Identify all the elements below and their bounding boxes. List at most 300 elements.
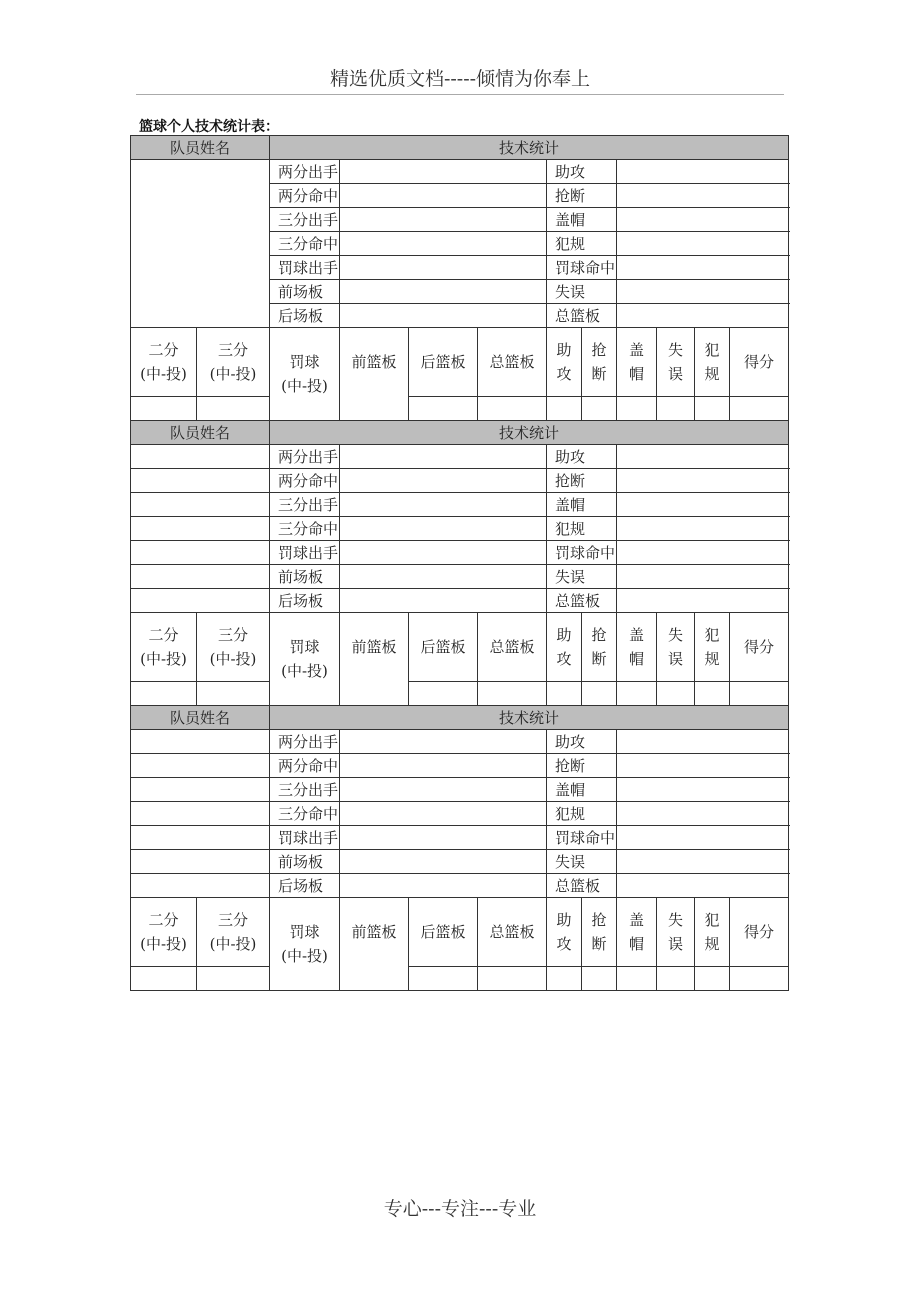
free-throw-header-line1: 罚球: [289, 353, 320, 371]
three-point-header-line2: (中-投): [209, 935, 257, 953]
document-title: 篮球个人技术统计表：: [139, 119, 279, 135]
stat-value-right: [617, 184, 789, 208]
stat-label-left: [270, 493, 340, 517]
stat-value-right: [617, 469, 789, 493]
turnover-header-line1: 失: [668, 626, 684, 644]
foul-header: [695, 328, 730, 397]
foul-value: [695, 682, 730, 706]
stat-label-left-label: 两分命中: [278, 186, 339, 205]
assist-header-line1: 助: [556, 626, 572, 644]
off-rebound-header: [340, 613, 409, 706]
turnover-header: [657, 613, 695, 682]
steal-header: [582, 613, 617, 682]
stat-label-right-label: 盖帽: [555, 210, 586, 229]
stat-label-left-label: 三分命中: [278, 519, 339, 538]
stat-label-left-label: 三分命中: [278, 234, 339, 253]
two-point-header-line1: 二分: [148, 911, 179, 929]
stat-label-right: [547, 184, 617, 208]
stat-value-left: [340, 445, 547, 469]
block-header: [617, 613, 657, 682]
stat-label-left-label: 后场板: [278, 306, 324, 325]
stat-label-right-label: 犯规: [555, 234, 586, 253]
stat-value-left: [340, 826, 547, 850]
stat-row: [131, 541, 789, 565]
stat-label-right-label: 盖帽: [555, 780, 586, 799]
stat-row: [131, 565, 789, 589]
player-name-cell: [131, 802, 270, 826]
player-name-cell: [131, 778, 270, 802]
tech-stats-header-label: 技术统计: [499, 138, 560, 157]
table-header-row: [131, 421, 789, 445]
stat-label-left-label: 前场板: [278, 282, 324, 301]
free-throw-header-line2: (中-投): [281, 377, 328, 395]
stat-label-left-label: 三分命中: [278, 804, 339, 823]
free-throw-header-line2: (中-投): [281, 662, 328, 680]
stat-label-left: [270, 304, 340, 328]
two-point-header: [131, 328, 197, 397]
page-footer: 专心---专注---专业: [383, 1198, 537, 1220]
stat-value-right: [617, 493, 789, 517]
stat-row: [131, 445, 789, 469]
player-name-header: [131, 706, 270, 730]
foul-value: [695, 397, 730, 421]
total-rebound-header-label: 总篮板: [489, 353, 535, 371]
stat-label-left-label: 两分出手: [278, 732, 339, 751]
stat-value-right: [617, 208, 789, 232]
block-value: [617, 967, 657, 991]
stat-value-right: [617, 589, 789, 613]
two-point-header-line2: (中-投): [140, 935, 187, 953]
free-throw-header-line1: 罚球: [289, 923, 320, 941]
player-stat-table: [130, 705, 789, 991]
block-header-line2: 帽: [629, 935, 645, 953]
points-header-label: 得分: [744, 353, 775, 371]
player-name-cell: [131, 850, 270, 874]
summary-value-row: [131, 967, 789, 991]
player-name-header-label: 队员姓名: [170, 138, 231, 157]
block-header-line1: 盖: [629, 626, 645, 644]
player-name-cell: [131, 469, 270, 493]
stat-label-right: [547, 565, 617, 589]
three-point-header-line2: (中-投): [209, 365, 257, 383]
steal-header-line1: 抢: [591, 341, 607, 359]
stat-row: [131, 826, 789, 850]
tech-stats-header-label: 技术统计: [499, 708, 560, 727]
stat-label-right: [547, 589, 617, 613]
stat-label-left: [270, 208, 340, 232]
stat-label-right: [547, 802, 617, 826]
off-rebound-label: 前篮板: [351, 923, 397, 941]
stat-label-right-label: 抢断: [555, 186, 586, 205]
points-header-label: 得分: [744, 923, 775, 941]
stat-value-right: [617, 280, 789, 304]
player-name-cell: [131, 517, 270, 541]
stat-label-left-label: 两分命中: [278, 756, 339, 775]
points-value: [730, 397, 789, 421]
stat-label-left-label: 后场板: [278, 591, 324, 610]
stat-label-left-label: 罚球出手: [278, 543, 339, 562]
assist-header: [547, 328, 582, 397]
player-name-cell: [131, 493, 270, 517]
tech-stats-header: [270, 136, 789, 160]
stat-value-left: [340, 493, 547, 517]
total-rebound-value: [478, 397, 547, 421]
stat-label-right: [547, 517, 617, 541]
stat-value-right: [617, 802, 789, 826]
points-value: [730, 967, 789, 991]
player-name-cell: [131, 160, 270, 328]
stat-label-right: [547, 232, 617, 256]
stat-label-right-label: 罚球命中: [555, 828, 616, 847]
stat-label-left-label: 罚球出手: [278, 828, 339, 847]
stat-value-left: [340, 469, 547, 493]
two-point-value: [131, 397, 197, 421]
stat-value-right: [617, 541, 789, 565]
stat-label-left-label: 三分出手: [278, 210, 339, 229]
stat-label-right-label: 盖帽: [555, 495, 586, 514]
block-value: [617, 682, 657, 706]
stat-label-right: [547, 304, 617, 328]
stat-label-right-label: 罚球命中: [555, 258, 616, 277]
assist-header: [547, 613, 582, 682]
two-point-header-line2: (中-投): [140, 650, 187, 668]
stat-label-left: [270, 256, 340, 280]
steal-header-line1: 抢: [591, 911, 607, 929]
assist-header: [547, 898, 582, 967]
three-point-header-line1: 三分: [218, 626, 249, 644]
stat-value-right: [617, 754, 789, 778]
stat-label-right: [547, 445, 617, 469]
stat-label-right-label: 助攻: [555, 447, 586, 466]
stat-row: [131, 469, 789, 493]
total-rebound-value: [478, 682, 547, 706]
turnover-header: [657, 898, 695, 967]
stat-row: [131, 874, 789, 898]
stat-label-right: [547, 280, 617, 304]
player-name-cell: [131, 754, 270, 778]
stat-value-right: [617, 730, 789, 754]
player-name-header: [131, 421, 270, 445]
stat-label-left: [270, 445, 340, 469]
stat-value-left: [340, 850, 547, 874]
block-header-line1: 盖: [629, 911, 645, 929]
stat-label-right-label: 助攻: [555, 162, 586, 181]
stat-label-right-label: 抢断: [555, 471, 586, 490]
def-rebound-value: [409, 682, 478, 706]
player-name-header: [131, 136, 270, 160]
def-rebound-value: [409, 397, 478, 421]
three-point-header: [197, 328, 270, 397]
steal-header: [582, 898, 617, 967]
stat-value-left: [340, 160, 547, 184]
stat-label-right: [547, 541, 617, 565]
stat-value-right: [617, 778, 789, 802]
summary-header-row: [131, 328, 789, 397]
foul-header: [695, 613, 730, 682]
three-point-value: [197, 397, 270, 421]
stat-row: [131, 754, 789, 778]
def-rebound-header: [409, 328, 478, 397]
assist-header-line2: 攻: [556, 650, 572, 668]
total-rebound-header-label: 总篮板: [489, 923, 535, 941]
stat-row: [131, 730, 789, 754]
points-value: [730, 682, 789, 706]
stat-label-left: [270, 730, 340, 754]
stat-label-left-label: 前场板: [278, 852, 324, 871]
def-rebound-header: [409, 898, 478, 967]
stat-label-right: [547, 850, 617, 874]
player-name-cell: [131, 541, 270, 565]
stat-value-left: [340, 517, 547, 541]
turnover-value: [657, 397, 695, 421]
stat-label-left: [270, 541, 340, 565]
stat-label-left-label: 后场板: [278, 876, 324, 895]
stat-value-right: [617, 160, 789, 184]
steal-value: [582, 397, 617, 421]
turnover-header-line2: 误: [668, 365, 684, 383]
player-name-cell: [131, 565, 270, 589]
player-name-cell: [131, 589, 270, 613]
stat-value-right: [617, 304, 789, 328]
stat-label-right-label: 助攻: [555, 732, 586, 751]
stat-row: [131, 802, 789, 826]
free-throw-header: [270, 613, 340, 706]
stat-value-left: [340, 754, 547, 778]
total-rebound-header: [478, 613, 547, 682]
three-point-value: [197, 967, 270, 991]
player-name-cell: [131, 445, 270, 469]
stat-row: [131, 517, 789, 541]
stat-value-left: [340, 589, 547, 613]
stat-label-right: [547, 778, 617, 802]
stat-value-left: [340, 874, 547, 898]
off-rebound-header: [340, 898, 409, 991]
assist-header-line2: 攻: [556, 365, 572, 383]
stat-value-left: [340, 730, 547, 754]
off-rebound-label: 前篮板: [351, 353, 397, 371]
stat-label-left-label: 三分出手: [278, 495, 339, 514]
stat-value-right: [617, 232, 789, 256]
stat-label-left: [270, 826, 340, 850]
turnover-header-line1: 失: [668, 341, 684, 359]
stat-label-right: [547, 754, 617, 778]
stat-value-right: [617, 826, 789, 850]
foul-header-line1: 犯: [704, 341, 720, 359]
stat-value-left: [340, 541, 547, 565]
off-rebound-header: [340, 328, 409, 421]
assist-value: [547, 967, 582, 991]
stat-tables: [130, 135, 790, 991]
two-point-value: [131, 967, 197, 991]
tech-stats-header: [270, 706, 789, 730]
player-name-cell: [131, 874, 270, 898]
stat-label-left: [270, 850, 340, 874]
stat-label-left-label: 前场板: [278, 567, 324, 586]
stat-value-left: [340, 232, 547, 256]
foul-header-line2: 规: [704, 935, 720, 953]
def-rebound-value: [409, 967, 478, 991]
three-point-header: [197, 613, 270, 682]
steal-header-line2: 断: [591, 650, 607, 668]
stat-value-right: [617, 850, 789, 874]
stat-value-left: [340, 280, 547, 304]
stat-value-left: [340, 208, 547, 232]
stat-value-right: [617, 256, 789, 280]
block-header-line2: 帽: [629, 650, 645, 668]
steal-header-line1: 抢: [591, 626, 607, 644]
stat-label-right-label: 罚球命中: [555, 543, 616, 562]
assist-value: [547, 397, 582, 421]
stat-label-right: [547, 160, 617, 184]
stat-value-left: [340, 184, 547, 208]
assist-header-line1: 助: [556, 911, 572, 929]
foul-header: [695, 898, 730, 967]
stat-row: [131, 778, 789, 802]
stat-value-right: [617, 874, 789, 898]
player-stat-table: [130, 420, 789, 706]
stat-value-left: [340, 565, 547, 589]
points-header-label: 得分: [744, 638, 775, 656]
player-stat-table: [130, 135, 789, 421]
turnover-value: [657, 967, 695, 991]
stat-label-right-label: 犯规: [555, 804, 586, 823]
summary-value-row: [131, 397, 789, 421]
stat-label-right-label: 失误: [555, 282, 586, 301]
points-header: [730, 613, 789, 682]
steal-header-line2: 断: [591, 935, 607, 953]
stat-value-right: [617, 517, 789, 541]
stat-label-right: [547, 469, 617, 493]
steal-header: [582, 328, 617, 397]
player-name-header-label: 队员姓名: [170, 423, 231, 442]
tech-stats-header-label: 技术统计: [499, 423, 560, 442]
block-header: [617, 898, 657, 967]
stat-label-left: [270, 280, 340, 304]
stat-label-left: [270, 754, 340, 778]
total-rebound-value: [478, 967, 547, 991]
steal-header-line2: 断: [591, 365, 607, 383]
free-throw-header-line1: 罚球: [289, 638, 320, 656]
three-point-header-line1: 三分: [218, 341, 249, 359]
stat-value-right: [617, 445, 789, 469]
free-throw-header: [270, 328, 340, 421]
two-point-header: [131, 898, 197, 967]
summary-header-row: [131, 613, 789, 682]
stat-label-right: [547, 730, 617, 754]
three-point-header-line2: (中-投): [209, 650, 257, 668]
table-header-row: [131, 706, 789, 730]
two-point-header-line1: 二分: [148, 626, 179, 644]
stat-label-left: [270, 184, 340, 208]
free-throw-header-line2: (中-投): [281, 947, 328, 965]
stat-label-left-label: 两分出手: [278, 162, 339, 181]
stat-value-left: [340, 802, 547, 826]
assist-value: [547, 682, 582, 706]
stat-value-left: [340, 778, 547, 802]
stat-label-left: [270, 589, 340, 613]
foul-value: [695, 967, 730, 991]
stat-label-left: [270, 565, 340, 589]
block-header: [617, 328, 657, 397]
steal-value: [582, 967, 617, 991]
stat-label-right-label: 失误: [555, 852, 586, 871]
block-value: [617, 397, 657, 421]
steal-value: [582, 682, 617, 706]
stat-row: [131, 850, 789, 874]
stat-label-left: [270, 874, 340, 898]
turnover-header-line2: 误: [668, 935, 684, 953]
stat-label-right: [547, 208, 617, 232]
points-header: [730, 328, 789, 397]
def-rebound-header-label: 后篮板: [420, 638, 466, 656]
stat-value-right: [617, 565, 789, 589]
stat-value-left: [340, 304, 547, 328]
assist-header-line2: 攻: [556, 935, 572, 953]
stat-label-left: [270, 232, 340, 256]
points-header: [730, 898, 789, 967]
free-throw-header: [270, 898, 340, 991]
stat-label-right: [547, 256, 617, 280]
stat-label-right: [547, 826, 617, 850]
three-point-header: [197, 898, 270, 967]
foul-header-line2: 规: [704, 365, 720, 383]
stat-row: [131, 493, 789, 517]
assist-header-line1: 助: [556, 341, 572, 359]
stat-label-left-label: 两分出手: [278, 447, 339, 466]
stat-label-left: [270, 160, 340, 184]
turnover-value: [657, 682, 695, 706]
three-point-value: [197, 682, 270, 706]
total-rebound-header: [478, 328, 547, 397]
def-rebound-header-label: 后篮板: [420, 923, 466, 941]
stat-label-left-label: 三分出手: [278, 780, 339, 799]
foul-header-line1: 犯: [704, 626, 720, 644]
def-rebound-header-label: 后篮板: [420, 353, 466, 371]
foul-header-line1: 犯: [704, 911, 720, 929]
def-rebound-header: [409, 613, 478, 682]
stat-label-right-label: 犯规: [555, 519, 586, 538]
two-point-value: [131, 682, 197, 706]
stat-label-left-label: 两分命中: [278, 471, 339, 490]
summary-value-row: [131, 682, 789, 706]
stat-label-right: [547, 493, 617, 517]
stat-value-left: [340, 256, 547, 280]
page-header: 精选优质文档-----倾情为你奉上: [329, 68, 591, 90]
stat-label-left: [270, 778, 340, 802]
stat-label-right-label: 总篮板: [555, 306, 601, 325]
tech-stats-header: [270, 421, 789, 445]
stat-row: [131, 160, 789, 184]
player-name-header-label: 队员姓名: [170, 708, 231, 727]
two-point-header: [131, 613, 197, 682]
two-point-header-line2: (中-投): [140, 365, 187, 383]
turnover-header-line2: 误: [668, 650, 684, 668]
off-rebound-label: 前篮板: [351, 638, 397, 656]
player-name-cell: [131, 826, 270, 850]
foul-header-line2: 规: [704, 650, 720, 668]
stat-label-left: [270, 802, 340, 826]
header-divider: [136, 94, 784, 95]
stat-label-left: [270, 517, 340, 541]
stat-row: [131, 589, 789, 613]
total-rebound-header: [478, 898, 547, 967]
stat-label-right-label: 总篮板: [555, 591, 601, 610]
player-name-cell: [131, 730, 270, 754]
stat-label-right-label: 总篮板: [555, 876, 601, 895]
stat-label-right-label: 失误: [555, 567, 586, 586]
stat-label-left-label: 罚球出手: [278, 258, 339, 277]
stat-label-right: [547, 874, 617, 898]
